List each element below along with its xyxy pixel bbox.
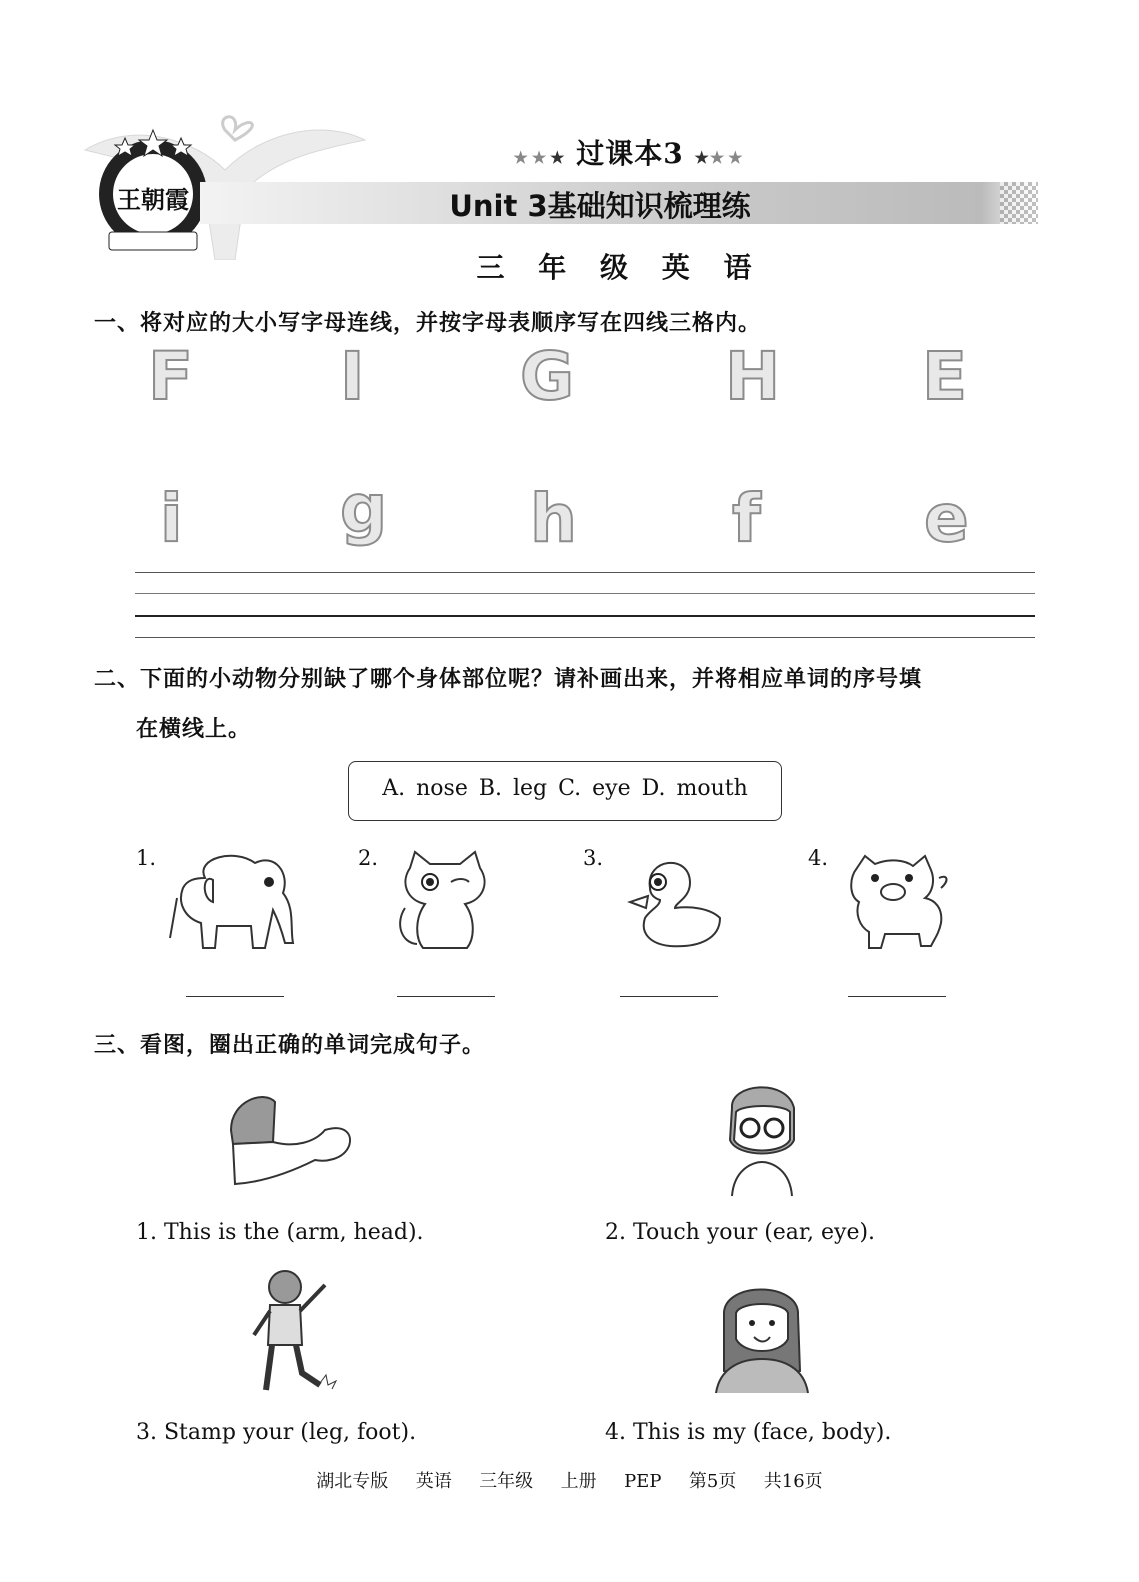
girl-face-picture	[712, 1275, 812, 1395]
arm-picture	[225, 1090, 355, 1190]
item-number: 3.	[583, 846, 604, 870]
brand-logo	[95, 128, 211, 258]
item-number: 4.	[808, 846, 829, 870]
uppercase-letter-E: E	[922, 338, 968, 415]
grade-title: 三 年 级 英 语	[476, 251, 764, 284]
grid-line	[135, 615, 1035, 617]
section3-instruction: 三、看图，圈出正确的单词完成句子。	[94, 1033, 486, 1058]
uppercase-letter-G: G	[520, 338, 575, 415]
grid-line	[135, 593, 1035, 594]
uppercase-letter-H: H	[725, 338, 781, 415]
duck-picture	[620, 848, 730, 958]
series-title-text: 过课本3	[576, 137, 684, 170]
lowercase-letter-f: f	[732, 480, 761, 557]
sentence: 3. Stamp your (leg, foot).	[136, 1420, 417, 1445]
checker-decoration	[1000, 182, 1038, 224]
lowercase-letter-e: e	[924, 480, 969, 557]
grid-line	[135, 572, 1035, 573]
grid-line	[135, 637, 1035, 638]
star-icons-left: ★★	[513, 148, 551, 167]
boy-glasses-picture	[712, 1078, 812, 1198]
section2-instruction-cont: 在横线上。	[136, 717, 252, 742]
answer-blank[interactable]	[848, 996, 946, 997]
sentence: 1. This is the (arm, head).	[136, 1220, 424, 1245]
cat-picture	[395, 848, 495, 958]
boy-stamping-picture	[240, 1265, 340, 1405]
section2-instruction: 二、下面的小动物分别缺了哪个身体部位呢？请补画出来，并将相应单词的序号填	[94, 667, 923, 692]
answer-blank[interactable]	[186, 996, 284, 997]
sentence: 4. This is my (face, body).	[605, 1420, 892, 1445]
answer-blank[interactable]	[620, 996, 718, 997]
series-title	[480, 132, 780, 172]
section1-instruction: 一、将对应的大小写字母连线，并按字母表顺序写在四线三格内。	[94, 311, 762, 336]
unit-title: Unit 3基础知识梳理练	[449, 189, 751, 223]
pig-picture	[835, 848, 955, 958]
options-text: A. nose B. leg C. eye D. mouth	[382, 776, 748, 801]
uppercase-letter-F: F	[148, 338, 194, 415]
logo-text: 王朝霞	[117, 185, 189, 214]
star-icon: ★	[550, 148, 566, 167]
four-line-grid[interactable]	[135, 572, 1035, 640]
sentence: 2. Touch your (ear, eye).	[605, 1220, 876, 1245]
star-icon: ★	[694, 148, 710, 167]
lowercase-letter-h: h	[530, 480, 577, 557]
answer-blank[interactable]	[397, 996, 495, 997]
uppercase-letter-I: I	[340, 338, 365, 415]
lowercase-letter-i: i	[160, 480, 183, 557]
item-number: 1.	[136, 846, 157, 870]
item-number: 2.	[358, 846, 379, 870]
star-icons-right: ★★	[709, 148, 747, 167]
elephant-picture	[165, 848, 305, 958]
page-footer: 湖北专版 英语 三年级 上册 PEP 第5页 共16页	[316, 1471, 823, 1492]
lowercase-letter-g: g	[340, 470, 388, 547]
